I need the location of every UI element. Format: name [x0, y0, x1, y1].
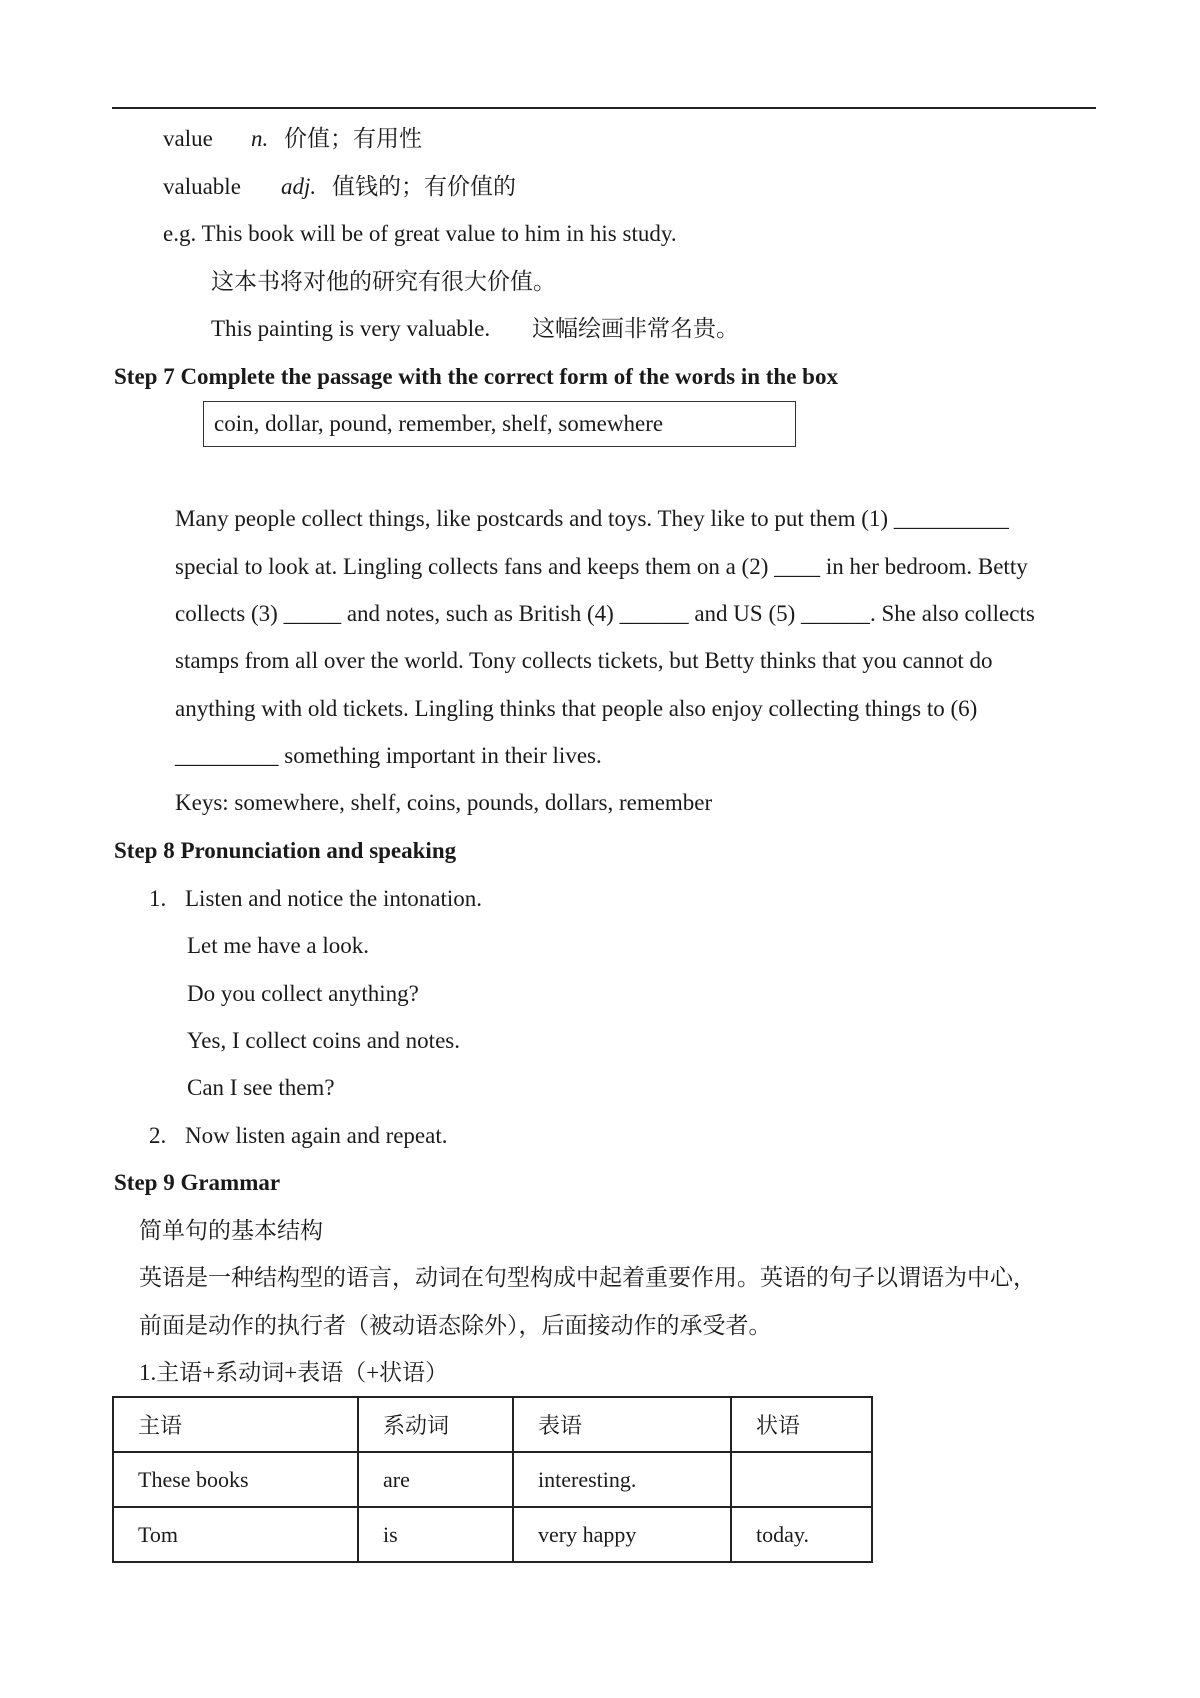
table-cell: interesting. [513, 1452, 731, 1507]
word-box: coin, dollar, pound, remember, shelf, somewhere [203, 401, 796, 447]
table-row [113, 1507, 872, 1562]
step9-subtitle: 简单句的基本结构 [139, 1218, 323, 1243]
dialogue-line-3: Yes, I collect coins and notes. [187, 1028, 460, 1053]
vocab-pos-value: n. [251, 126, 269, 151]
vocab-word-valuable: valuable [163, 174, 241, 199]
step9-heading: Step 9 Grammar [114, 1170, 281, 1195]
passage-line-2: special to look at. Lingling collects fans and keeps them on a (2) ____ in her bedroom. Betty [175, 554, 1028, 579]
table-header-cell: 表语 [513, 1397, 731, 1452]
passage-line-5: anything with old tickets. Lingling thinks that people also enjoy collecting things to (6) [175, 696, 978, 721]
vocab-meaning-valuable: 值钱的；有价值的 [332, 174, 516, 199]
passage-line-1: Many people collect things, like postcards and toys. They like to put them (1) __________ [175, 506, 1009, 531]
example-en-2: This painting is very valuable. [211, 316, 491, 341]
table-header-cell: 状语 [731, 1397, 872, 1452]
table-header-cell: 主语 [113, 1397, 358, 1452]
vocab-word-value: value [163, 126, 213, 151]
example-zh-1: 这本书将对他的研究有很大价值。 [211, 269, 556, 294]
example-en-1: e.g. This book will be of great value to him in his study. [163, 221, 677, 246]
vocab-meaning-value: 价值；有用性 [284, 126, 422, 151]
step8-item2-number: 2. [149, 1123, 167, 1148]
table-cell: These books [113, 1452, 358, 1507]
answer-keys: Keys: somewhere, shelf, coins, pounds, dollars, remember [175, 790, 713, 815]
step7-heading: Step 7 Complete the passage with the correct form of the words in the box [114, 364, 838, 389]
passage-line-4: stamps from all over the world. Tony collects tickets, but Betty thinks that you cannot do [175, 648, 993, 673]
dialogue-line-2: Do you collect anything? [187, 981, 419, 1006]
step8-item1: Listen and notice the intonation. [185, 886, 483, 911]
step9-intro-line-2: 前面是动作的执行者（被动语态除外），后面接动作的承受者。 [139, 1313, 772, 1338]
table-cell: are [358, 1452, 513, 1507]
dialogue-line-1: Let me have a look. [187, 933, 370, 958]
table-row [113, 1452, 872, 1507]
table-header-row [113, 1397, 872, 1452]
table-cell: Tom [113, 1507, 358, 1562]
step8-item2: Now listen again and repeat. [185, 1123, 448, 1148]
vocab-pos-valuable: adj. [281, 174, 317, 199]
step9-intro-line-1: 英语是一种结构型的语言，动词在句型构成中起着重要作用。英语的句子以谓语为中心， [139, 1265, 1036, 1290]
table-cell: very happy [513, 1507, 731, 1562]
passage-line-3: collects (3) _____ and notes, such as British (4) ______ and US (5) ______. She also collects [175, 601, 1035, 626]
header-rule [112, 107, 1096, 109]
sentence-pattern-1: 1.主语+系动词+表语（+状语） [139, 1360, 449, 1385]
passage-line-6: _________ something important in their lives. [175, 743, 602, 768]
table-cell: is [358, 1507, 513, 1562]
grammar-table [112, 1396, 873, 1563]
step8-item1-number: 1. [149, 886, 167, 911]
dialogue-line-4: Can I see them? [187, 1075, 335, 1100]
table-header-cell: 系动词 [358, 1397, 513, 1452]
table-cell [731, 1452, 872, 1507]
step8-heading: Step 8 Pronunciation and speaking [114, 838, 457, 863]
table-cell: today. [731, 1507, 872, 1562]
example-zh-2: 这幅绘画非常名贵。 [532, 316, 739, 341]
